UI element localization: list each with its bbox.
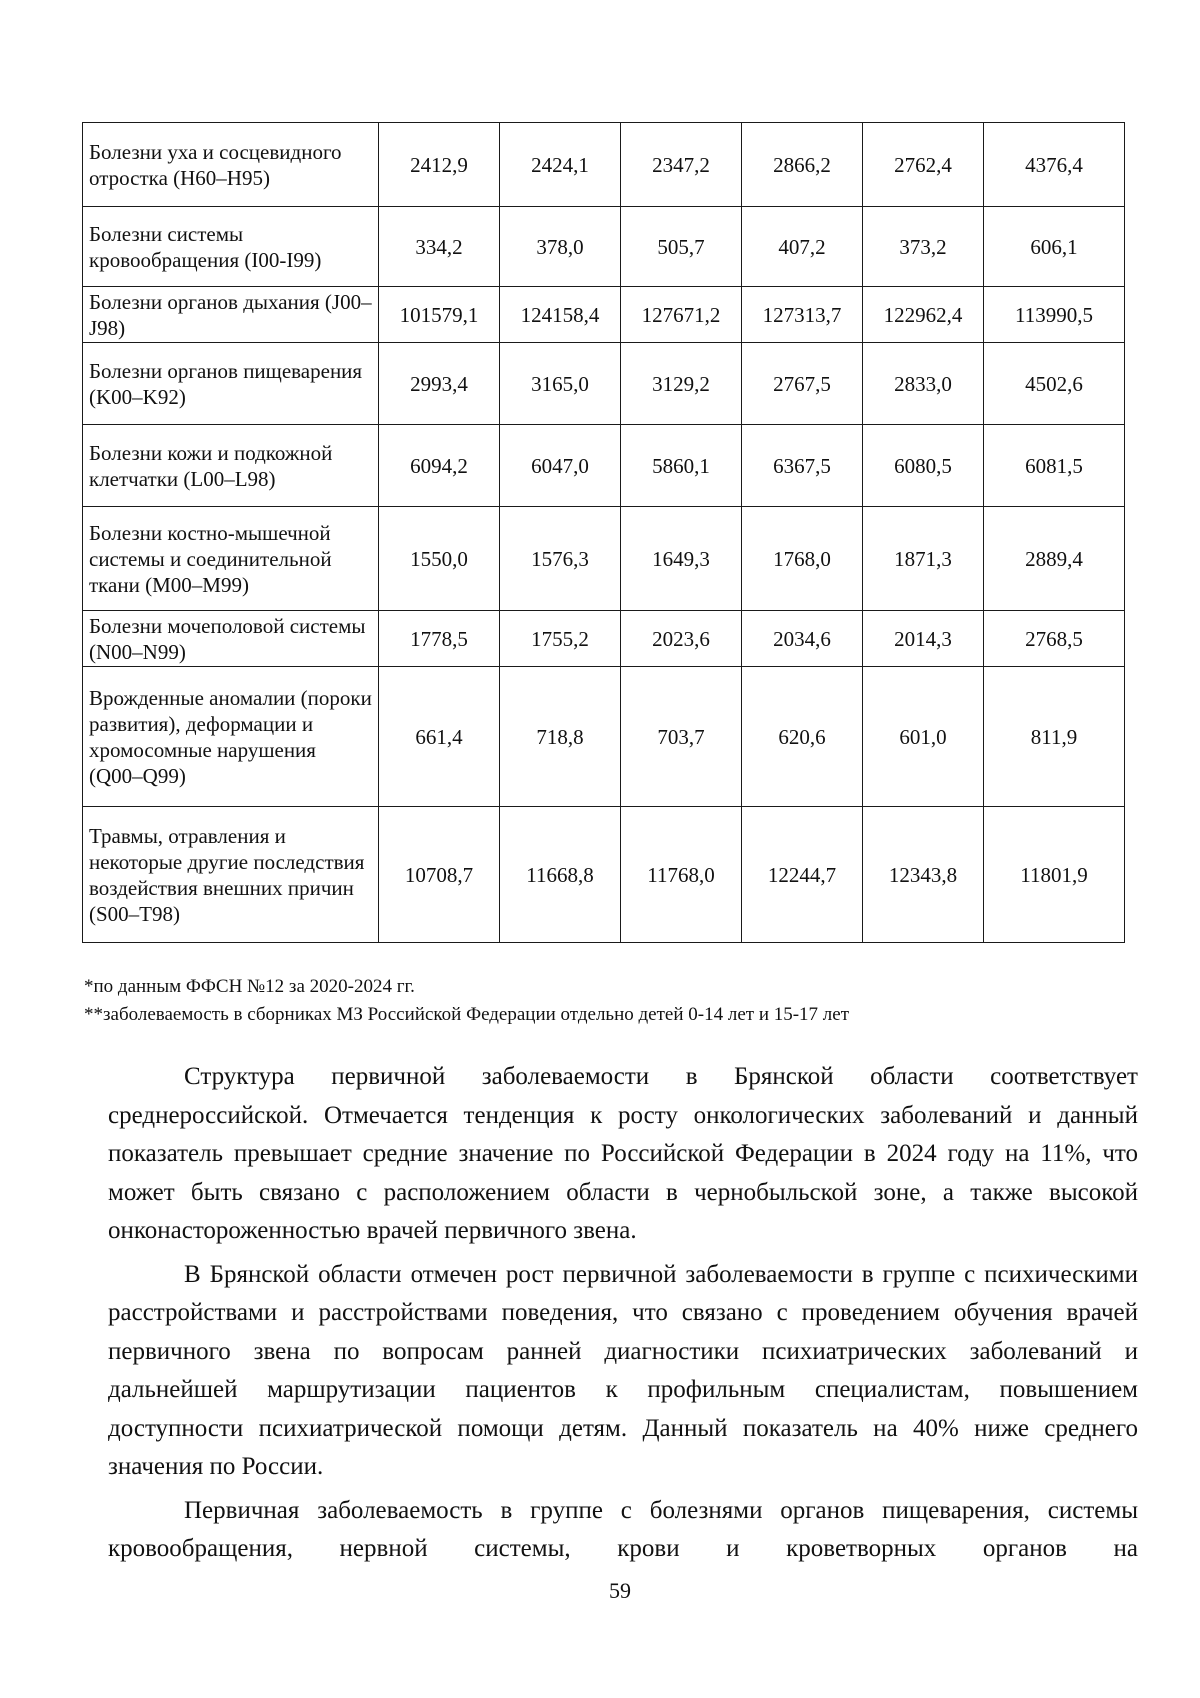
table-cell: 3129,2 — [621, 343, 742, 425]
table-cell: 124158,4 — [500, 287, 621, 343]
row-label: Травмы, отравления и некоторые другие последствия воздействия внешних причин (S00–T98) — [83, 807, 379, 943]
table-cell: 2424,1 — [500, 123, 621, 207]
table-cell: 11768,0 — [621, 807, 742, 943]
table-cell: 2993,4 — [379, 343, 500, 425]
table-cell: 334,2 — [379, 207, 500, 287]
footnote-age-groups: **заболеваемость в сборниках МЗ Российской Федерации отдельно детей 0-14 лет и 15-17 лет — [84, 1004, 850, 1025]
table-cell: 6094,2 — [379, 425, 500, 507]
row-label: Болезни системы кровообращения (I00-I99) — [83, 207, 379, 287]
table-footnotes — [84, 973, 849, 1029]
table-cell: 122962,4 — [863, 287, 984, 343]
table-row — [83, 123, 1125, 207]
paragraph-digestive: Первичная заболеваемость в группе с болезнями органов пищеварения, системы кровообращения, нервной системы, крови и кроветворных органов на — [108, 1496, 1138, 1562]
body-text — [108, 1058, 1138, 1574]
table-cell: 1768,0 — [742, 507, 863, 611]
table-cell: 811,9 — [984, 667, 1125, 807]
row-label: Врожденные аномалии (пороки развития), деформации и хромосомные нарушения (Q00–Q99) — [83, 667, 379, 807]
table-cell: 11801,9 — [984, 807, 1125, 943]
table-cell: 620,6 — [742, 667, 863, 807]
table-cell: 6367,5 — [742, 425, 863, 507]
table-cell: 2866,2 — [742, 123, 863, 207]
table-cell: 378,0 — [500, 207, 621, 287]
table-cell: 1550,0 — [379, 507, 500, 611]
table-row — [83, 287, 1125, 343]
table-cell: 4376,4 — [984, 123, 1125, 207]
page-number: 59 — [609, 1578, 631, 1603]
table-cell: 2023,6 — [621, 611, 742, 667]
table-cell: 5860,1 — [621, 425, 742, 507]
row-label: Болезни органов дыхания (J00–J98) — [83, 287, 379, 343]
row-label: Болезни уха и сосцевидного отростка (H60–H95) — [83, 123, 379, 207]
table-cell: 2767,5 — [742, 343, 863, 425]
table-cell: 1755,2 — [500, 611, 621, 667]
table-cell: 2833,0 — [863, 343, 984, 425]
table-cell: 1576,3 — [500, 507, 621, 611]
table-cell: 12343,8 — [863, 807, 984, 943]
table-row — [83, 507, 1125, 611]
table-cell: 3165,0 — [500, 343, 621, 425]
table-cell: 2762,4 — [863, 123, 984, 207]
table-cell: 2347,2 — [621, 123, 742, 207]
table-cell: 2412,9 — [379, 123, 500, 207]
table-cell: 127671,2 — [621, 287, 742, 343]
table-row — [83, 667, 1125, 807]
table-cell: 101579,1 — [379, 287, 500, 343]
table-row — [83, 611, 1125, 667]
table-cell: 12244,7 — [742, 807, 863, 943]
table-cell: 373,2 — [863, 207, 984, 287]
row-label: Болезни кожи и подкожной клетчатки (L00–L98) — [83, 425, 379, 507]
paragraph-mental-disorders: В Брянской области отмечен рост первичной заболеваемости в группе с психическими расстройствами и расстройствами поведения, что связано с проведением обучения врачей первичного звена по вопросам ранней диагностики психиатрических заболеваний и дальнейшей маршрутизации пациентов к профильным специалистам, повышением доступности психиатрической помощи детям. Данный показатель на 40% ниже среднего значения по России. — [108, 1260, 1138, 1480]
table-cell: 113990,5 — [984, 287, 1125, 343]
paragraph-structure: Структура первичной заболеваемости в Брянской области соответствует среднероссийской. Отмечается тенденция к росту онкологических заболеваний и данный показатель превышает средние значение по Российской Федерации в 2024 году на 11%, что может быть связано с расположением области в чернобыльской зоне, а также высокой онконастороженностью врачей первичного звена. — [108, 1063, 1138, 1244]
table-row — [83, 207, 1125, 287]
table-cell: 6080,5 — [863, 425, 984, 507]
table-cell: 703,7 — [621, 667, 742, 807]
table-cell: 2889,4 — [984, 507, 1125, 611]
table-cell: 127313,7 — [742, 287, 863, 343]
table-cell: 1778,5 — [379, 611, 500, 667]
table-row — [83, 807, 1125, 943]
row-label: Болезни костно-мышечной системы и соединительной ткани (M00–M99) — [83, 507, 379, 611]
table-cell: 4502,6 — [984, 343, 1125, 425]
table-cell: 11668,8 — [500, 807, 621, 943]
table-cell: 1871,3 — [863, 507, 984, 611]
table-cell: 505,7 — [621, 207, 742, 287]
table-cell: 6047,0 — [500, 425, 621, 507]
table-row — [83, 343, 1125, 425]
row-label: Болезни мочеполовой системы (N00–N99) — [83, 611, 379, 667]
table-body — [83, 123, 1125, 943]
table-cell: 661,4 — [379, 667, 500, 807]
table-cell: 6081,5 — [984, 425, 1125, 507]
footnote-source: *по данным ФФСН №12 за 2020-2024 гг. — [84, 976, 415, 997]
table-cell: 1649,3 — [621, 507, 742, 611]
table-cell: 10708,7 — [379, 807, 500, 943]
table-cell: 407,2 — [742, 207, 863, 287]
table-cell: 606,1 — [984, 207, 1125, 287]
table-cell: 2034,6 — [742, 611, 863, 667]
morbidity-table — [82, 122, 1125, 943]
row-label: Болезни органов пищеварения (K00–K92) — [83, 343, 379, 425]
table-cell: 2768,5 — [984, 611, 1125, 667]
table-cell: 2014,3 — [863, 611, 984, 667]
table-cell: 718,8 — [500, 667, 621, 807]
table-cell: 601,0 — [863, 667, 984, 807]
table-row — [83, 425, 1125, 507]
